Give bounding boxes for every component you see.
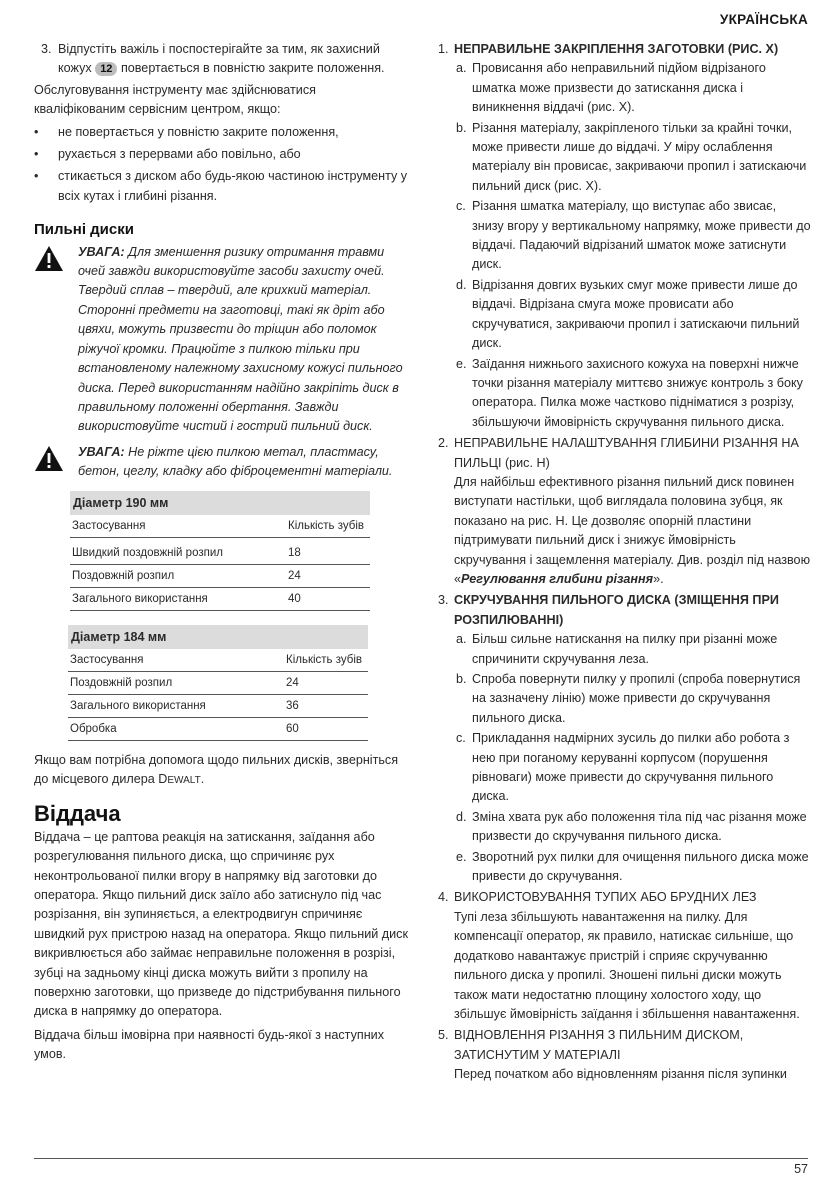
sub-letter: e. <box>456 356 467 371</box>
sub-letter: a. <box>456 61 467 76</box>
bullet-item: • не повертається у повністю закрите положення, <box>34 123 409 142</box>
sub-text: Різання матеріалу, закріпленого тільки за крайні точки, може привести лише до віддачі. У міру ослаблення матеріалу він провисає, закриваючи пропил і затискаючи пильний диск (рис. X). <box>472 120 807 193</box>
item-number: 3. <box>438 593 449 608</box>
dealer-sentence-end: . <box>200 771 205 786</box>
warning-triangle-icon <box>34 243 78 437</box>
item-number: 2. <box>438 436 449 451</box>
item-title: НЕПРАВИЛЬНЕ ЗАКРІПЛЕННЯ ЗАГОТОВКИ (РИС. X) <box>454 42 779 56</box>
item-number: 5. <box>438 1028 449 1043</box>
kickback-paragraph-1: Віддача – це раптова реакція на затискання, заїдання або розрегулювання пильного диска, що спричиняє рух неконтрольованої пилки вгору в напрямку від заготовки до оператора. Якщо пильний диск заїло або затиснуло під час розрізання, він зупиняється, а електродвигун спричиняє швидкий рух пристрою назад на оператора. Якщо пильний диск викривлюється або займає неправильне положення в розрізі, зубці на задньому кінці диска можуть вийти з пропилу на поверхню заготовки, що призведе до підстрибування пильного диска в напрямку до оператора. <box>34 829 408 1019</box>
cross-reference-link[interactable]: Регулювання глибини різання <box>461 571 654 586</box>
sub-item <box>454 729 811 807</box>
warning-text-1 <box>78 243 409 437</box>
table-row <box>68 718 368 741</box>
cell-teeth: 36 <box>286 699 299 712</box>
cell-teeth: 60 <box>286 722 299 735</box>
cell-teeth: 24 <box>286 676 299 689</box>
table-row <box>68 672 368 695</box>
sub-letter: a. <box>456 632 467 647</box>
warning-label: УВАГА: <box>78 244 125 259</box>
brand-smallcaps: EWALT <box>167 774 201 786</box>
sub-text: Більш сильне натискання на пилку при різанні може спричинити скручування леза. <box>472 632 778 666</box>
cell-application: Загального використання <box>72 592 208 605</box>
sub-text: Зворотний рух пилки для очищення пильного диска може привести до скручування. <box>472 849 809 884</box>
col-header-teeth: Кількість зубів <box>288 519 365 532</box>
item-body: Для найбільш ефективного різання пильний диск повинен виступати настільки, щоб виглядала половина зубця, як показано на рис. H. Це дозволяє опорній пластини підтримувати пильний диск і знижує ймовірність скручування і защемлення матеріалу. Див. розділ під назвою « <box>454 474 811 586</box>
item-title: НЕПРАВИЛЬНЕ НАЛАШТУВАННЯ ГЛИБИНИ РІЗАННЯ НА ПИЛЬЦІ (рис. H) <box>454 436 799 470</box>
cell-application: Поздовжній розпил <box>72 569 175 582</box>
item-number: 1. <box>438 42 449 56</box>
service-intro: Обслуговування інструменту має здійснюватися кваліфікованим сервісним центром, якщо: <box>34 82 316 117</box>
sub-letter: c. <box>456 731 466 746</box>
sub-item <box>454 848 811 887</box>
footer-divider <box>34 1158 808 1159</box>
item-number: 4. <box>438 890 449 905</box>
sub-text: Зміна хвата рук або положення тіла під час різання може призвести до скручування пильного диска. <box>472 809 807 844</box>
cause-item-3 <box>436 591 811 886</box>
warning-block-2 <box>34 443 409 482</box>
kickback-paragraph-2: Віддача більш імовірна при наявності будь-якої з наступних умов. <box>34 1027 384 1062</box>
table-row <box>70 588 370 611</box>
cell-application: Поздовжній розпил <box>70 676 173 689</box>
bullet-item: • стикається з диском або будь-якою частиною інструменту у всіх кутах і глибині різання. <box>34 167 409 206</box>
table-row <box>68 695 368 718</box>
sub-letter: c. <box>456 199 466 214</box>
blade-table-190 <box>70 491 370 611</box>
sub-item <box>454 808 811 847</box>
blades-heading: Пильні диски <box>34 221 134 239</box>
step-number: 3. <box>41 42 52 56</box>
step-3 <box>36 40 409 79</box>
item-title: СКРУЧУВАННЯ ПИЛЬНОГО ДИСКА (ЗМІЩЕННЯ ПРИ РОЗПИЛЮВАННІ) <box>454 593 779 627</box>
bullet-item: • рухається з перервами або повільно, або <box>34 145 409 164</box>
item-text <box>454 473 811 589</box>
item-text: Перед початком або відновленням різання після зупинки <box>454 1067 787 1082</box>
table-header-row <box>70 515 370 538</box>
dealer-text <box>34 751 409 791</box>
warning-triangle-icon <box>34 443 78 482</box>
table-row <box>70 565 370 588</box>
sub-text: Спроба повернути пилку у пропилі (спроба повернутися на зазначену лінію) може привести до скручування пильного диска. <box>472 672 801 725</box>
item-title: ВИКОРИСТОВУВАННЯ ТУПИХ АБО БРУДНИХ ЛЕЗ <box>454 890 757 905</box>
warning-body: Не ріжте цією пилкою метал, пластмасу, бетон, цеглу, кладку або фіброцементні матеріали. <box>78 444 393 479</box>
cell-teeth: 40 <box>288 592 301 605</box>
sub-item <box>454 197 811 275</box>
blade-table-184 <box>68 625 368 741</box>
left-column <box>34 40 409 1065</box>
cause-item-1 <box>436 40 811 432</box>
warning-text-2 <box>78 443 409 482</box>
col-header-teeth: Кількість зубів <box>286 653 363 666</box>
cell-application: Швидкий поздовжній розпил <box>72 546 223 559</box>
warning-block-1 <box>34 243 409 437</box>
item-body-end: ». <box>653 571 664 586</box>
cell-application: Обробка <box>70 722 117 735</box>
language-header: УКРАЇНСЬКА <box>719 12 808 27</box>
table-title: Діаметр 190 мм <box>70 491 370 515</box>
sub-text: Різання шматка матеріалу, що виступає або звисає, знизу вгору у вертикальному напрямку, може привести до віддачі. Падаючий відрізаний шматок може затиснути диск. <box>472 199 811 272</box>
cell-application: Загального використання <box>70 699 206 712</box>
sub-letter: b. <box>456 672 467 686</box>
page-number: 57 <box>794 1162 808 1176</box>
sub-item <box>454 276 811 354</box>
kickback-heading: Віддача <box>34 801 121 827</box>
item-title: ВІДНОВЛЕННЯ РІЗАННЯ З ПИЛЬНИМ ДИСКОМ, ЗАТИСНУТИМ У МАТЕРІАЛІ <box>454 1028 744 1062</box>
warning-body: Для зменшення ризику отримання травми очей завжди використовуйте засоби захисту очей. Твердий сплав – твердий, але крихкий матеріал. Сторонні предмети на заготовці, такі як дріт або цвяхи, можуть призвести до тріщин або поломок ріжучої кромки. Працюйте з пилкою тільки при встановленому належному захисному кожусі пильного диска. Перед використанням надійно закріпіть диск в правильному положенні обертання. Завжди використовуйте чистий і гострий пильний диск. <box>78 244 403 434</box>
sub-item <box>454 630 811 669</box>
col-header-application: Застосування <box>70 653 144 666</box>
sub-text: Заїдання нижнього захисного кожуха на поверхні нижче точки різання матеріалу миттєво знижує контроль з боку оператора. Пилка може частково підніматися з розрізу, збільшуючи ймовірність скручування пильного диска. <box>472 356 803 429</box>
cause-item-2 <box>436 434 811 589</box>
sub-letter: e. <box>456 849 467 864</box>
cell-teeth: 18 <box>288 546 301 559</box>
cause-item-4 <box>436 888 811 1024</box>
sub-item <box>454 355 811 433</box>
step-text-b: повертається в повністю закрите положення. <box>120 61 385 76</box>
sub-letter: b. <box>456 120 467 135</box>
sub-text: Прикладання надмірних зусиль до пилки або робота з нею при поганому керуванні корпусом (порушення рівноваги) може привести до скручування пильного диска. <box>472 731 790 804</box>
warning-label: УВАГА: <box>78 444 125 459</box>
cause-item-5 <box>436 1026 811 1084</box>
sub-item <box>454 119 811 197</box>
table-title: Діаметр 184 мм <box>68 625 368 649</box>
cell-teeth: 24 <box>288 569 301 582</box>
sub-item <box>454 59 811 117</box>
table-row <box>70 542 370 565</box>
col-header-application: Застосування <box>72 519 146 532</box>
sub-letter: d. <box>456 277 467 292</box>
item-text: Тупі леза збільшують навантаження на пилку. Для компенсації оператор, як правило, натискає сильніше, що додатково навантажує пристрій і сприяє скручуванню пильного диска у пропилі. Зношені пильні диски можуть також мати недостатню площину холостого ходу, що збільшує ймовірність заїдання і збільшення навантаження. <box>454 909 800 1021</box>
part-number-badge: 12 <box>95 62 117 76</box>
sub-letter: d. <box>456 809 467 824</box>
step-text-a: Відпустіть важіль і поспостерігайте за тим, як захисний кожух <box>58 42 380 76</box>
right-column <box>436 40 811 1087</box>
sub-item <box>454 670 811 728</box>
table-header-row <box>68 649 368 672</box>
sub-text: Провисання або неправильний підйом відрізаного шматка може призвести до затискання диска і виникнення віддачі (рис. X). <box>472 61 766 115</box>
dealer-sentence: Якщо вам потрібна допомога щодо пильних дисків, зверніться до місцевого дилера D <box>34 752 399 786</box>
sub-text: Відрізання довгих вузьких смуг може привести лише до віддачі. Відрізана смуга може провисати або скручуватися, закриваючи пропил і затискаючи пильний диск. <box>472 277 800 351</box>
